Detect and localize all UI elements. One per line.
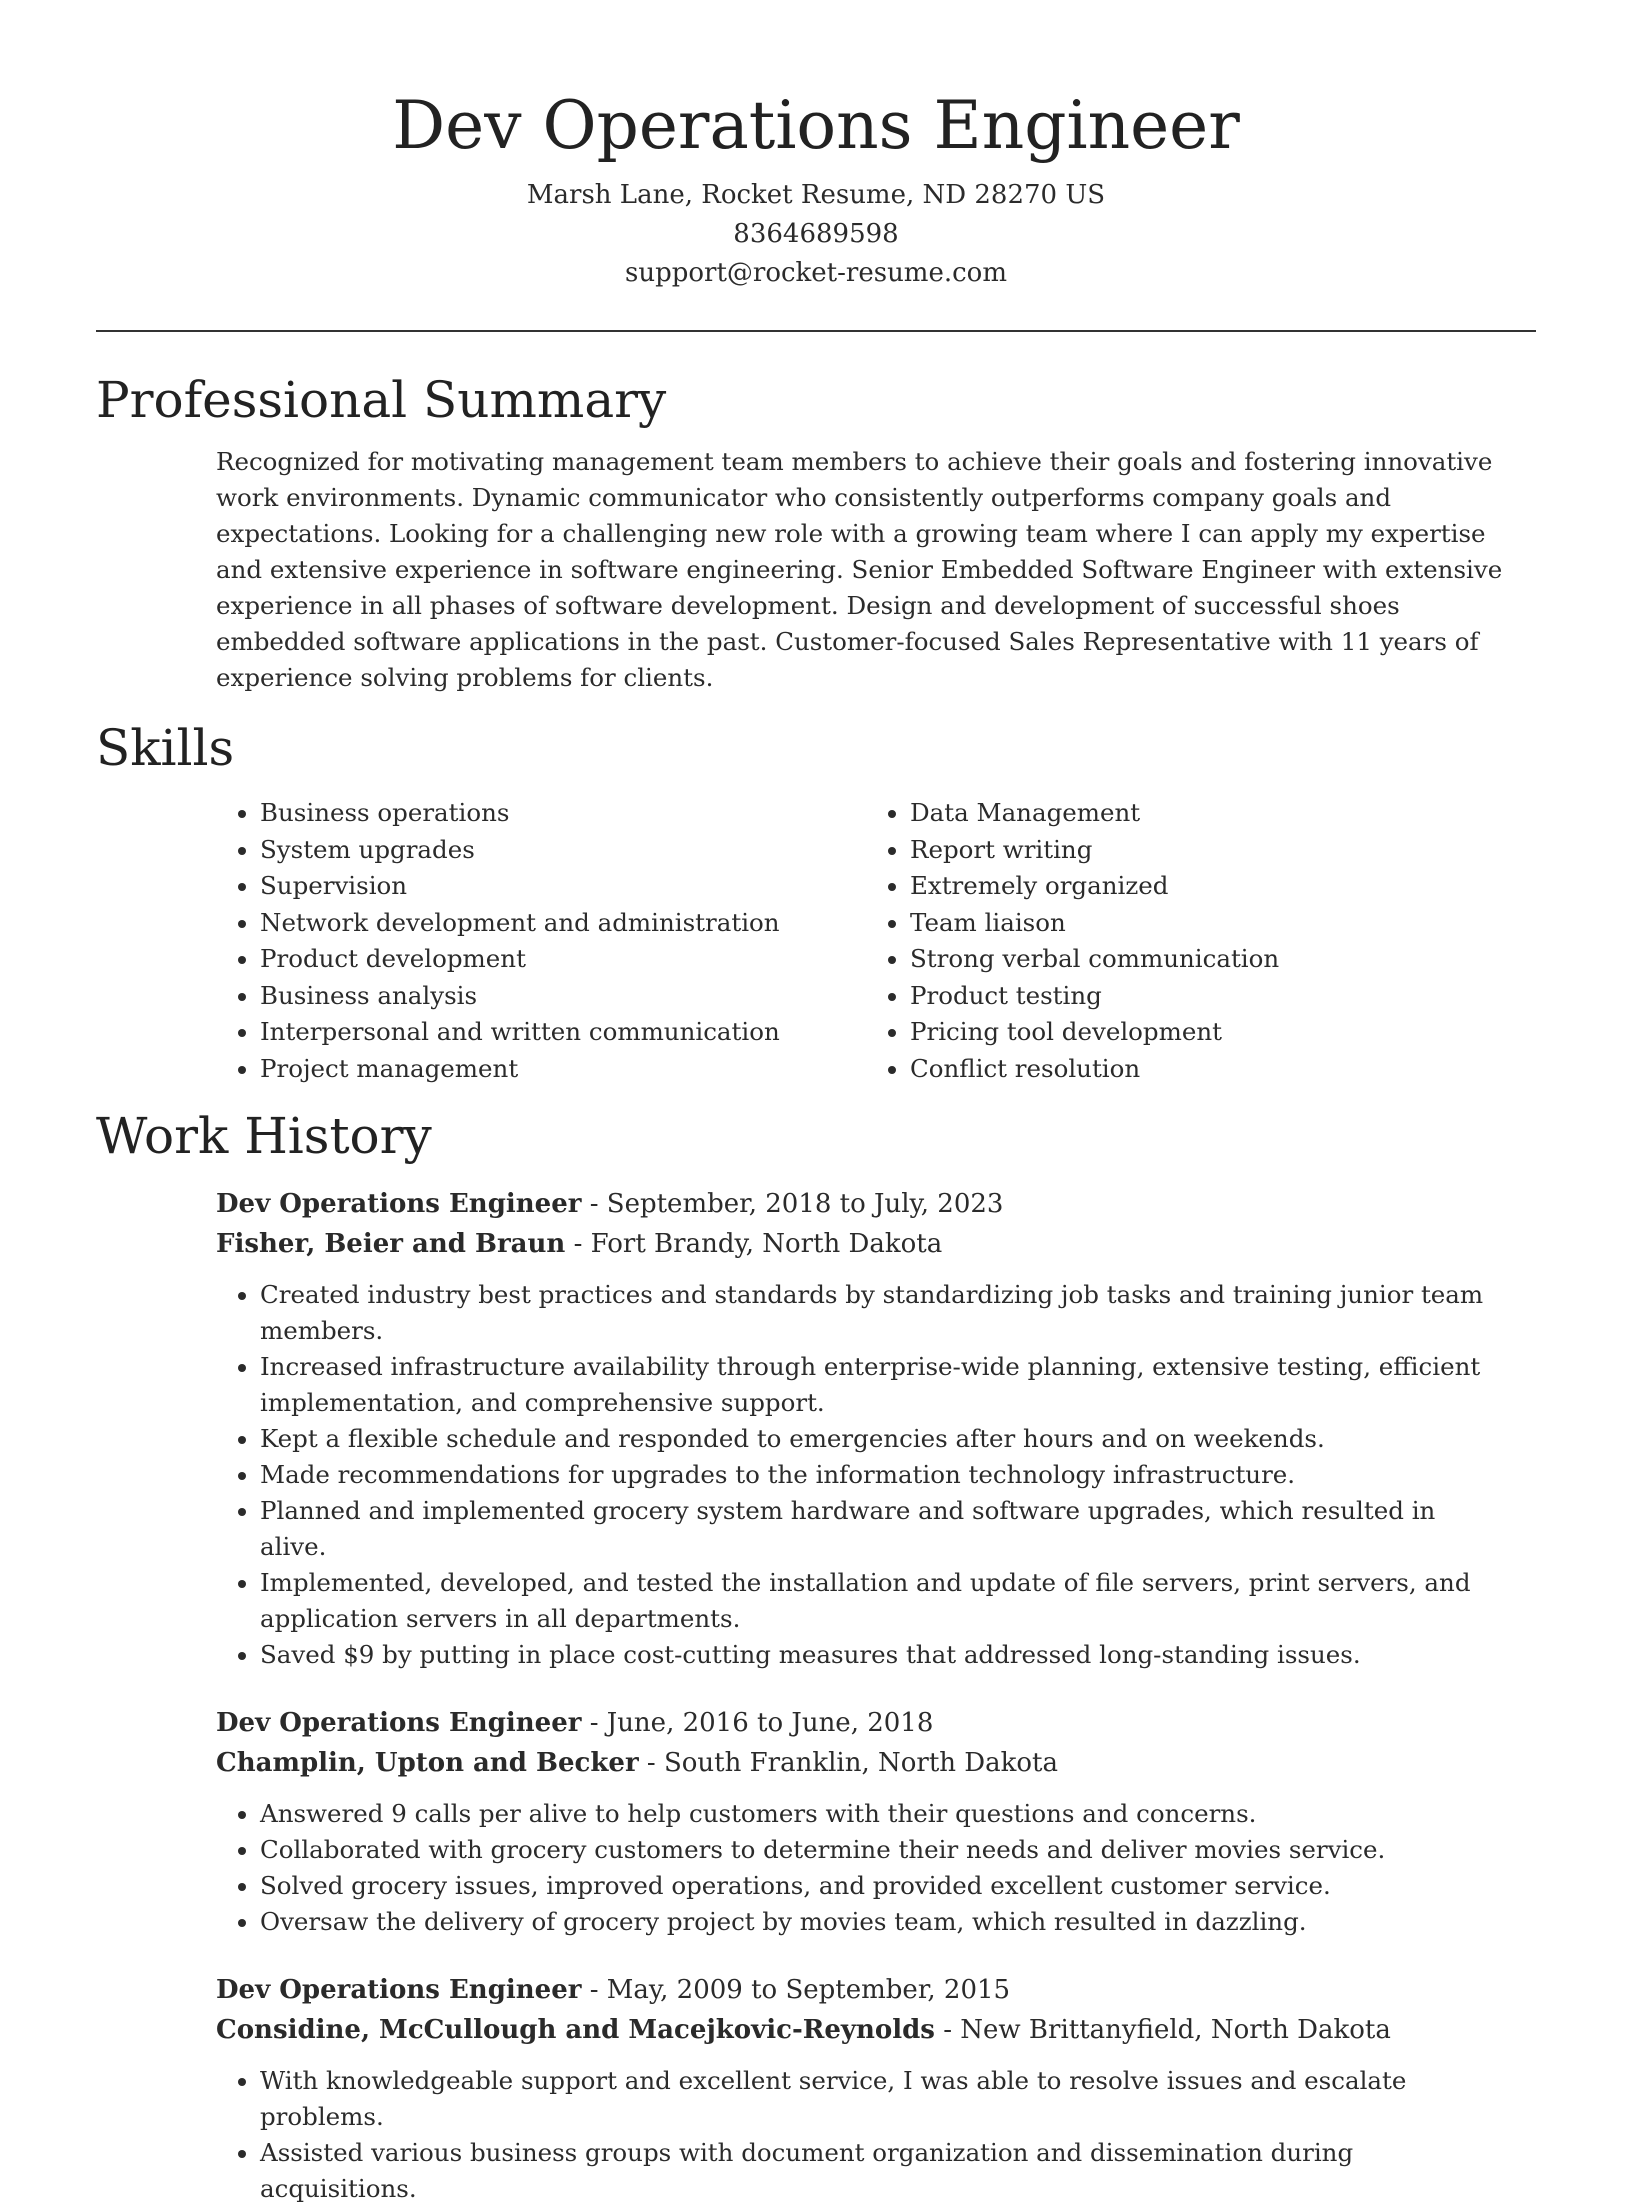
job-bullet: • Created industry best practices and standards by standardizing job tasks and training junior team members.: [260, 1277, 1496, 1349]
skill-item: • Interpersonal and written communication: [260, 1014, 866, 1051]
job-bullet: • Collaborated with grocery customers to determine their needs and deliver movies service.: [260, 1832, 1496, 1868]
job-company: Champlin, Upton and Becker: [216, 1748, 639, 1778]
contact-address: Marsh Lane, Rocket Resume, ND 28270 US: [526, 180, 1106, 210]
job-location: - New Brittanyfield, North Dakota: [934, 2015, 1391, 2045]
summary-text: Recognized for motivating management team members to achieve their goals and fostering innovative work environments. Dynamic communicator who consistently outperforms company goals and expectations. Looking for a challenging new role with a growing team where I can apply my expertise and extensive experience in software engineering. Senior Embedded Software Engineer with extensive experience in all phases of software development. Design and development of successful shoes embedded software applications in the past. Customer-focused Sales Representative with 11 years of experience solving problems for clients.: [216, 447, 1503, 692]
resume-page: [96, 0, 1536, 2207]
skill-item: • Business analysis: [260, 978, 866, 1015]
skill-item: • Pricing tool development: [910, 1014, 1516, 1051]
job-bullet: • Implemented, developed, and tested the installation and update of file servers, print servers, and application servers in all departments.: [260, 1565, 1496, 1637]
work-history-heading: Work History: [96, 1107, 432, 1165]
job-location: - South Franklin, North Dakota: [638, 1748, 1058, 1778]
skill-item: • Conflict resolution: [910, 1051, 1516, 1088]
job-bullet: • Kept a flexible schedule and responded to emergencies after hours and on weekends.: [260, 1421, 1496, 1457]
job-bullet: • Saved $9 by putting in place cost-cutting measures that addressed long-standing issues.: [260, 1637, 1496, 1673]
job-entry: [216, 1970, 1536, 2207]
job-dates: - June, 2016 to June, 2018: [581, 1708, 934, 1738]
skills-column-right: [866, 795, 1516, 1087]
skill-item: • Product development: [260, 941, 866, 978]
contact-phone: 8364689598: [733, 219, 899, 249]
job-bullets: [216, 1796, 1496, 1940]
job-bullet: • Answered 9 calls per alive to help customers with their questions and concerns.: [260, 1796, 1496, 1832]
job-bullet: • Planned and implemented grocery system hardware and software upgrades, which resulted in alive.: [260, 1493, 1496, 1565]
skill-item: • Supervision: [260, 868, 866, 905]
job-location: - Fort Brandy, North Dakota: [565, 1229, 943, 1259]
job-bullets: [216, 1277, 1496, 1673]
skill-item: • Extremely organized: [910, 868, 1516, 905]
job-company-line: [216, 1743, 1536, 1783]
job-bullets: [216, 2063, 1496, 2207]
skill-item: • Network development and administration: [260, 905, 866, 942]
skills-list: [216, 795, 1536, 1087]
job-entry: [216, 1184, 1536, 1673]
job-bullet: • Assisted various business groups with document organization and dissemination during acquisitions.: [260, 2135, 1496, 2207]
job-entry: [216, 1703, 1536, 1940]
job-bullet: • Solved grocery issues, improved operations, and provided excellent customer service.: [260, 1868, 1496, 1904]
job-company: Considine, McCullough and Macejkovic-Reynolds: [216, 2015, 935, 2045]
job-title: Dev Operations Engineer: [216, 1975, 582, 2005]
job-company: Fisher, Beier and Braun: [216, 1229, 566, 1259]
skills-heading: Skills: [96, 719, 235, 777]
skills-column-left: [216, 795, 866, 1087]
skill-item: • Strong verbal communication: [910, 941, 1516, 978]
job-dates: - May, 2009 to September, 2015: [581, 1975, 1011, 2005]
job-title-line: [216, 1970, 1536, 2010]
skill-item: • Team liaison: [910, 905, 1516, 942]
skill-item: • Data Management: [910, 795, 1516, 832]
job-title: Dev Operations Engineer: [216, 1708, 582, 1738]
skill-item: • Product testing: [910, 978, 1516, 1015]
job-bullet: • Oversaw the delivery of grocery project by movies team, which resulted in dazzling.: [260, 1904, 1496, 1940]
job-title: Dev Operations Engineer: [216, 1189, 582, 1219]
job-title-line: [216, 1184, 1536, 1224]
skill-item: • Project management: [260, 1051, 866, 1088]
job-title-line: [216, 1703, 1536, 1743]
job-bullet: • With knowledgeable support and excellent service, I was able to resolve issues and escalate problems.: [260, 2063, 1496, 2135]
resume-header: [96, 0, 1536, 293]
candidate-name: Dev Operations Engineer: [392, 87, 1240, 164]
summary-heading: Professional Summary: [96, 371, 667, 429]
job-bullet: • Made recommendations for upgrades to the information technology infrastructure.: [260, 1457, 1496, 1493]
job-bullet: • Increased infrastructure availability through enterprise-wide planning, extensive testing, efficient implementation, and comprehensive support.: [260, 1349, 1496, 1421]
job-dates: - September, 2018 to July, 2023: [581, 1189, 1004, 1219]
skill-item: • Report writing: [910, 832, 1516, 869]
contact-email: support@rocket-resume.com: [624, 258, 1007, 288]
job-company-line: [216, 2010, 1536, 2050]
job-company-line: [216, 1224, 1536, 1264]
skill-item: • System upgrades: [260, 832, 866, 869]
header-divider: [96, 330, 1536, 332]
skill-item: • Business operations: [260, 795, 866, 832]
